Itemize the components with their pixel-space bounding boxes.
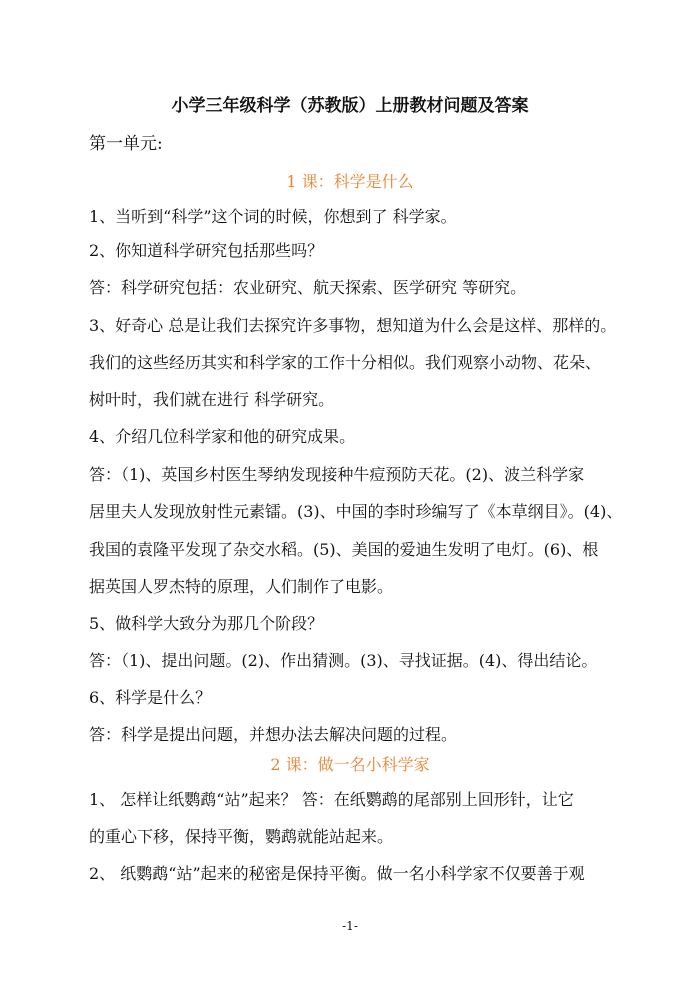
lesson2-line-3: 2、 纸鹦鹉“站”起来的秘密是保持平衡。做一名小科学家不仅要善于观 xyxy=(89,864,585,883)
lesson1-line-10: 我国的袁隆平发现了杂交水稻。(5)、美国的爱迪生发明了电灯。(6)、根 xyxy=(89,540,599,559)
lesson2-heading: 2 课：做一名小科学家 xyxy=(270,755,430,774)
page-number: -1- xyxy=(342,919,358,933)
lesson2-line-1: 1、 怎样让纸鹦鹉“站”起来？ 答：在纸鹦鹉的尾部别上回形针，让它 xyxy=(89,790,574,809)
lesson1-line-8: 答：（1)、英国乡村医生琴纳发现接种牛痘预防天花。(2)、波兰科学家 xyxy=(89,465,585,484)
lesson1-line-12: 5、做科学大致分为那几个阶段？ xyxy=(89,614,324,633)
lesson1-line-15: 答：科学是提出问题，并想办法去解决问题的过程。 xyxy=(89,725,458,744)
lesson1-heading: 1 课：科学是什么 xyxy=(286,172,414,191)
lesson1-line-14: 6、科学是什么？ xyxy=(89,688,212,707)
document-title: 小学三年级科学（苏教版）上册教材问题及答案 xyxy=(171,96,529,116)
unit-heading: 第一单元: xyxy=(89,134,163,154)
lesson1-line-4: 3、好奇心 总是让我们去探究许多事物，想知道为什么会是这样、那样的。 xyxy=(89,316,617,335)
lesson1-line-11: 据英国人罗杰特的原理，人们制作了电影。 xyxy=(89,577,394,596)
lesson2-line-2: 的重心下移，保持平衡，鹦鹉就能站起来。 xyxy=(89,827,394,846)
lesson1-line-6: 树叶时，我们就在进行 科学研究。 xyxy=(89,390,335,409)
lesson1-line-2: 2、你知道科学研究包括那些吗？ xyxy=(89,241,324,260)
lesson1-line-7: 4、介绍几位科学家和他的研究成果。 xyxy=(89,427,356,446)
lesson1-line-3: 答：科学研究包括：农业研究、航天探索、医学研究 等研究。 xyxy=(89,278,527,297)
lesson1-line-5: 我们的这些经历其实和科学家的工作十分相似。我们观察小动物、花朵、 xyxy=(89,353,602,372)
lesson1-line-13: 答：（1)、提出问题。(2)、作出猜测。(3)、寻找证据。(4)、得出结论。 xyxy=(89,651,598,670)
lesson1-line-9: 居里夫人发现放射性元素镭。(3)、中国的李时珍编写了《本草纲目》。(4)、 xyxy=(89,502,623,521)
lesson1-line-1: 1、当听到“科学”这个词的时候，你想到了 科学家。 xyxy=(89,207,457,226)
